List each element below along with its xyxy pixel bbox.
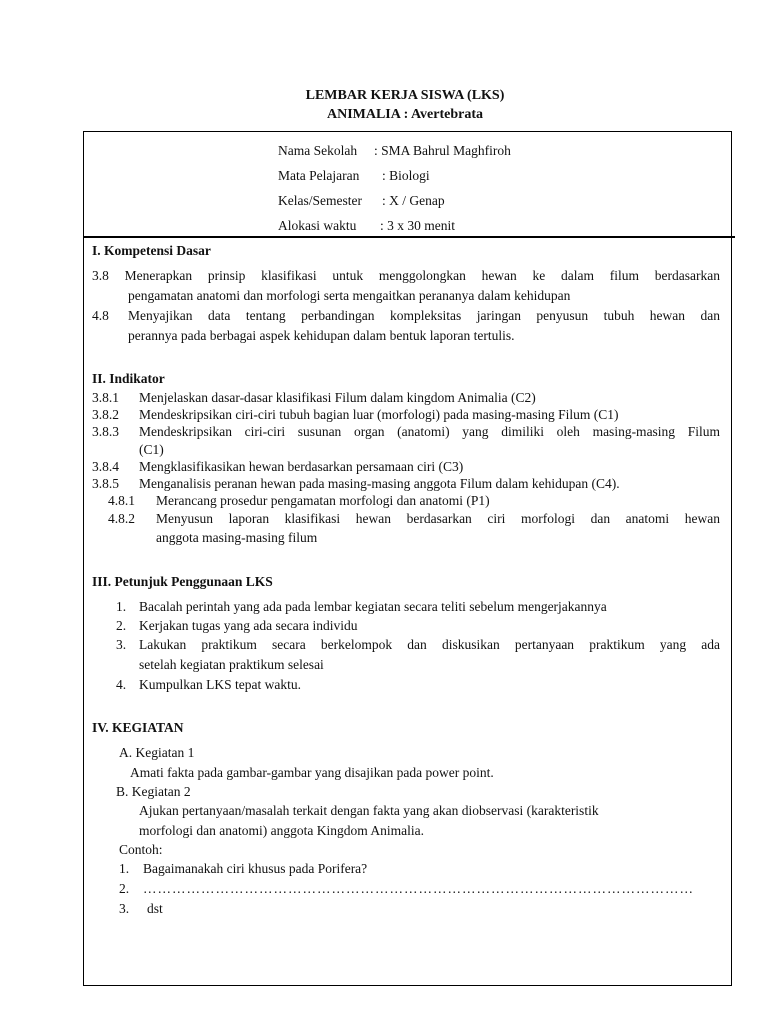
instruction-num: 4. bbox=[116, 677, 127, 692]
instruction-num: 2. bbox=[116, 618, 127, 633]
sub-indicator-num: 4.8.1 bbox=[108, 493, 135, 508]
info-subject-label: Mata Pelajaran bbox=[278, 168, 360, 183]
indicator-num: 3.8.3 bbox=[92, 424, 119, 439]
header-divider bbox=[83, 236, 735, 238]
page-title: LEMBAR KERJA SISWA (LKS) bbox=[305, 88, 505, 103]
kd1-line1: 3.8 Menerapkan prinsip klasifikasi untuk menggolongkan hewan ke dalam filum berdasarkan bbox=[92, 268, 720, 283]
info-time bbox=[278, 218, 455, 234]
sub-indicator-text: Merancang prosedur pengamatan morfologi dan anatomi (P1) bbox=[156, 493, 490, 508]
example-label: Contoh: bbox=[119, 842, 163, 857]
example-dotted-line: …………………………………………………………………………………………………… bbox=[143, 881, 694, 896]
indicator-text: Menjelaskan dasar-dasar klasifikasi Filum dalam kingdom Animalia (C2) bbox=[139, 390, 536, 405]
instruction-text: Bacalah perintah yang ada pada lembar kegiatan secara teliti sebelum mengerjakannya bbox=[139, 599, 607, 614]
indicator-text: Menganalisis peranan hewan pada masing-masing anggota Filum dalam kehidupan (C4). bbox=[139, 476, 620, 491]
instruction-text: Kumpulkan LKS tepat waktu. bbox=[139, 677, 301, 692]
info-school-value: : SMA Bahrul Maghfiroh bbox=[374, 143, 511, 158]
worksheet-box bbox=[83, 131, 732, 986]
instruction-text: Lakukan praktikum secara berkelompok dan diskusikan pertanyaan praktikum yang ada bbox=[139, 637, 720, 652]
activity-b-line1: Ajukan pertanyaan/masalah terkait dengan fakta yang akan diobservasi (karakteristik bbox=[139, 803, 599, 818]
section3-heading: III. Petunjuk Penggunaan LKS bbox=[92, 574, 273, 589]
example-num: 1. bbox=[119, 861, 130, 876]
sub-indicator-text: Menyusun laporan klasifikasi hewan berdasarkan ciri morfologi dan anatomi hewan bbox=[156, 511, 720, 526]
section4-heading: IV. KEGIATAN bbox=[92, 720, 184, 735]
instruction-num: 1. bbox=[116, 599, 127, 614]
info-subject bbox=[278, 168, 430, 184]
example-num: 3. bbox=[119, 901, 130, 916]
indicator-num: 3.8.1 bbox=[92, 390, 119, 405]
info-time-value: : 3 x 30 menit bbox=[380, 218, 455, 233]
sub-indicator-text-cont: anggota masing-masing filum bbox=[156, 530, 318, 545]
section1-heading: I. Kompetensi Dasar bbox=[92, 243, 211, 258]
activity-a-label: A. Kegiatan 1 bbox=[119, 745, 195, 760]
example-num: 2. bbox=[119, 881, 130, 896]
info-class-label: Kelas/Semester bbox=[278, 193, 362, 208]
kd2-line2: perannya pada berbagai aspek kehidupan dalam bentuk laporan tertulis. bbox=[128, 328, 515, 343]
section2-heading: II. Indikator bbox=[92, 371, 165, 386]
instruction-text-cont: setelah kegiatan praktikum selesai bbox=[139, 657, 324, 672]
info-time-label: Alokasi waktu bbox=[278, 218, 357, 233]
instruction-num: 3. bbox=[116, 637, 127, 652]
indicator-num: 3.8.5 bbox=[92, 476, 119, 491]
indicator-text: Mengklasifikasikan hewan berdasarkan persamaan ciri (C3) bbox=[139, 459, 464, 474]
activity-a-text: Amati fakta pada gambar-gambar yang disajikan pada power point. bbox=[130, 765, 494, 780]
info-school bbox=[278, 143, 511, 159]
indicator-num: 3.8.2 bbox=[92, 407, 119, 422]
kd2-line1: Menyajikan data tentang perbandingan kompleksitas jaringan penyusun tubuh hewan dan bbox=[128, 308, 720, 323]
sub-indicator-num: 4.8.2 bbox=[108, 511, 135, 526]
page-subtitle: ANIMALIA : Avertebrata bbox=[326, 107, 484, 122]
indicator-text-cont: (C1) bbox=[139, 442, 164, 457]
info-class-value: : X / Genap bbox=[382, 193, 445, 208]
info-class bbox=[278, 193, 445, 209]
indicator-text: Mendeskripsikan ciri-ciri tubuh bagian luar (morfologi) pada masing-masing Filum (C1) bbox=[139, 407, 619, 422]
instruction-text: Kerjakan tugas yang ada secara individu bbox=[139, 618, 358, 633]
example-text: Bagaimanakah ciri khusus pada Porifera? bbox=[143, 861, 368, 876]
indicator-text: Mendeskripsikan ciri-ciri susunan organ (anatomi) yang dimiliki oleh masing-masing Filum bbox=[139, 424, 720, 439]
activity-b-label: B. Kegiatan 2 bbox=[116, 784, 191, 799]
indicator-num: 3.8.4 bbox=[92, 459, 119, 474]
kd1-line2: pengamatan anatomi dan morfologi serta mengaitkan perananya dalam kehidupan bbox=[128, 288, 571, 303]
example-text: dst bbox=[147, 901, 163, 916]
info-subject-value: : Biologi bbox=[382, 168, 430, 183]
info-school-label: Nama Sekolah bbox=[278, 143, 358, 158]
kd2-num: 4.8 bbox=[92, 308, 109, 323]
activity-b-line2: morfologi dan anatomi) anggota Kingdom Animalia. bbox=[139, 823, 424, 838]
